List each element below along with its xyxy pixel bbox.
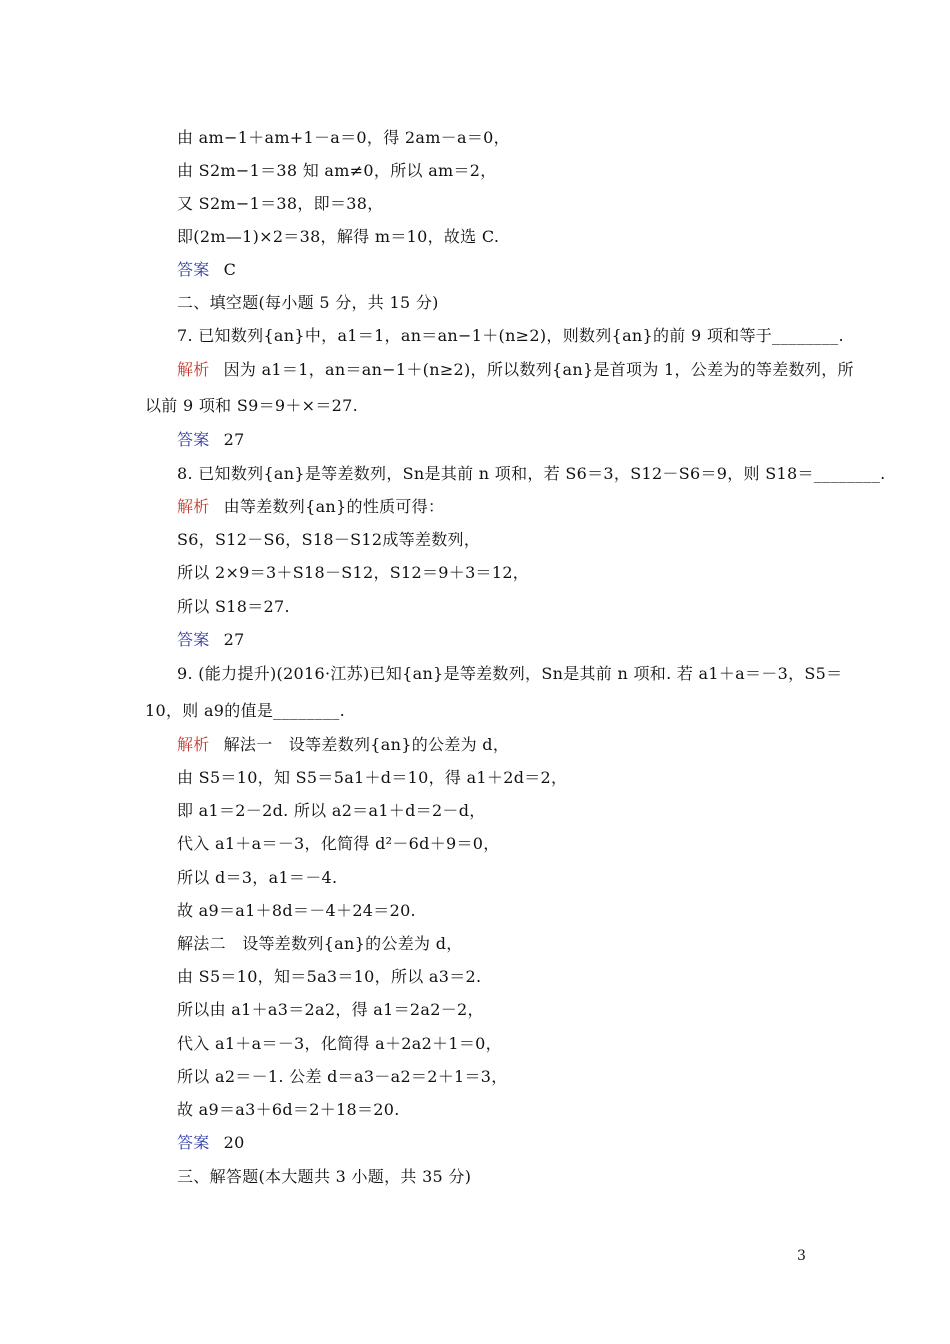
text-line: 由 am−1＋am+1－a＝0，得 2am－a＝0， [177,128,510,147]
analysis-row [177,734,509,756]
question-9: 9. (能力提升)(2016·江苏)已知{an}是等差数列，Sn是其前 n 项和. 若 a1＋a＝－3，S5＝ [177,664,843,683]
answer-row [177,259,236,281]
question-7: 7. 已知数列{an}中，a1＝1，an＝an−1＋(n≥2)，则数列{an}的前 9 项和等于________. [177,326,844,345]
analysis-text: 由等差数列{an}的性质可得： [223,497,445,516]
text-line: 所以 d＝3，a1＝－4. [177,868,338,887]
text-line: 故 a9＝a3＋6d＝2＋18＝20. [177,1100,400,1119]
text-line: 即(2m—1)×2＝38，解得 m＝10，故选 C. [177,227,500,246]
analysis-label: 解析 [177,497,210,516]
text-line: 由 S5＝10，知 S5＝5a1＋d＝10，得 a1＋2d＝2， [177,768,568,787]
section-heading: 二、填空题(每小题 5 分，共 15 分) [177,293,439,312]
answer-label: 答案 [177,630,210,649]
analysis-label: 解析 [177,360,210,379]
text-line: 10，则 a9的值是________. [145,701,345,720]
answer-label: 答案 [177,260,210,279]
question-8: 8. 已知数列{an}是等差数列，Sn是其前 n 项和，若 S6＝3，S12－S6＝9，则 S18＝________. [177,464,886,483]
answer-row [177,429,245,451]
text-line: 代入 a1＋a＝－3，化简得 a＋2a2＋1＝0， [177,1034,502,1053]
analysis-label: 解析 [177,735,210,754]
answer-value: 20 [223,1133,245,1152]
text-line: 以前 9 项和 S9＝9＋×＝27. [145,396,359,415]
text-line: 解法二 设等差数列{an}的公差为 d， [177,934,463,953]
text-line: 所以 2×9＝3＋S18－S12，S12＝9＋3＝12， [177,563,530,582]
text-line: 由 S2m−1＝38 知 am≠0，所以 am＝2， [177,161,497,180]
answer-value: C [223,260,237,279]
text-line: 即 a1＝2－2d. 所以 a2＝a1＋d＝2－d， [177,801,486,820]
section-heading: 三、解答题(本大题共 3 小题，共 35 分) [177,1167,472,1186]
analysis-row [177,359,854,381]
text-line: 故 a9＝a1＋8d＝－4＋24＝20. [177,901,416,920]
text-line: 代入 a1＋a＝－3，化简得 d²－6d＋9＝0， [177,834,500,853]
page-number: 3 [797,1248,806,1264]
text-line: 由 S5＝10，知＝5a3＝10，所以 a3＝2. [177,967,482,986]
answer-label: 答案 [177,1133,210,1152]
answer-value: 27 [223,630,245,649]
answer-row [177,629,245,651]
answer-value: 27 [223,430,245,449]
analysis-row [177,496,444,518]
text-line: 所以 S18＝27. [177,597,290,616]
analysis-text: 解法一 设等差数列{an}的公差为 d， [223,735,510,754]
text-line: 所以 a2＝－1. 公差 d＝a3－a2＝2＋1＝3， [177,1067,508,1086]
answer-row [177,1132,245,1154]
text-line: 所以由 a1＋a3＝2a2，得 a1＝2a2－2， [177,1000,484,1019]
analysis-text: 因为 a1＝1，an＝an−1＋(n≥2)，所以数列{an}是首项为 1，公差为的等差数列，所 [223,360,854,379]
text-line: S6，S12－S6，S18－S12成等差数列， [177,530,481,549]
answer-label: 答案 [177,430,210,449]
text-line: 又 S2m−1＝38，即＝38， [177,194,384,213]
